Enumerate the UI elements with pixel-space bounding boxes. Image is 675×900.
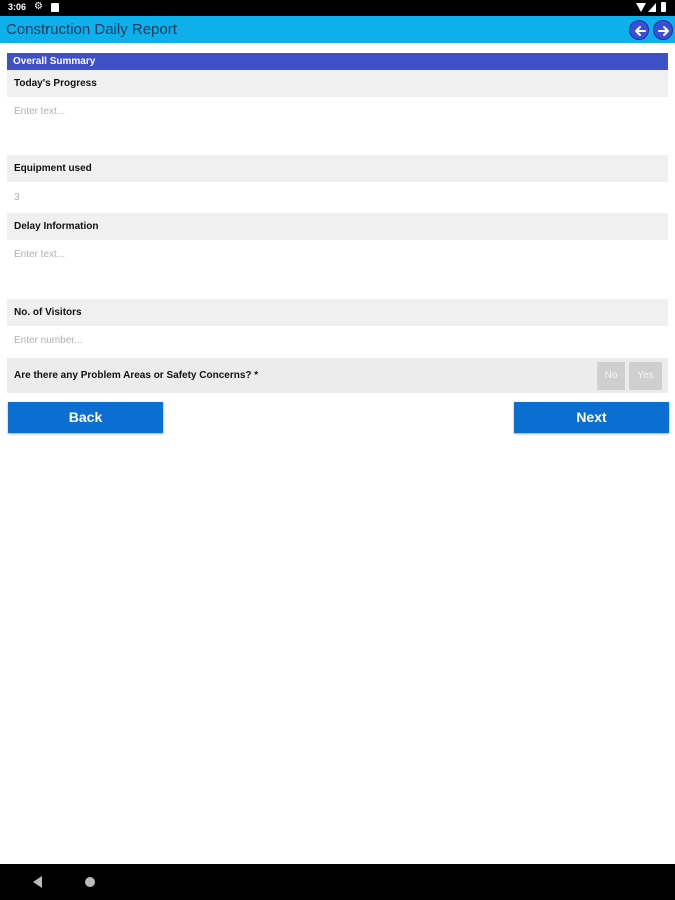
app-title: Construction Daily Report bbox=[6, 21, 177, 38]
delay-information-label: Delay Information bbox=[7, 213, 668, 240]
no-toggle-button[interactable]: No bbox=[597, 362, 625, 390]
settings-icon: ⚙ bbox=[34, 1, 43, 12]
next-button[interactable]: Next bbox=[514, 402, 669, 433]
wifi-icon bbox=[636, 3, 646, 12]
status-bar bbox=[0, 0, 675, 16]
arrow-forward-icon[interactable] bbox=[653, 20, 673, 40]
back-button[interactable]: Back bbox=[8, 402, 163, 433]
equipment-used-input[interactable]: 3 bbox=[7, 182, 668, 214]
status-time: 3:06 bbox=[8, 2, 27, 12]
safety-question-row bbox=[7, 358, 668, 393]
yes-toggle-button[interactable]: Yes bbox=[629, 362, 662, 390]
app-bar bbox=[0, 16, 675, 43]
visitors-input[interactable]: Enter number... bbox=[7, 326, 668, 357]
system-home-icon[interactable] bbox=[85, 877, 95, 887]
system-back-icon[interactable] bbox=[33, 876, 42, 888]
signal-icon bbox=[648, 3, 656, 12]
system-nav-bar bbox=[0, 864, 675, 900]
section-header-overall-summary: Overall Summary bbox=[7, 53, 668, 70]
todays-progress-input[interactable]: Enter text... bbox=[7, 97, 668, 155]
equipment-used-label: Equipment used bbox=[7, 155, 668, 182]
battery-icon bbox=[661, 2, 666, 12]
sd-card-icon bbox=[51, 3, 59, 12]
todays-progress-label: Today's Progress bbox=[7, 70, 668, 97]
arrow-back-icon[interactable] bbox=[629, 20, 649, 40]
visitors-label: No. of Visitors bbox=[7, 299, 668, 326]
delay-information-input[interactable]: Enter text... bbox=[7, 240, 668, 299]
safety-question-text: Are there any Problem Areas or Safety Concerns? * bbox=[14, 370, 259, 381]
